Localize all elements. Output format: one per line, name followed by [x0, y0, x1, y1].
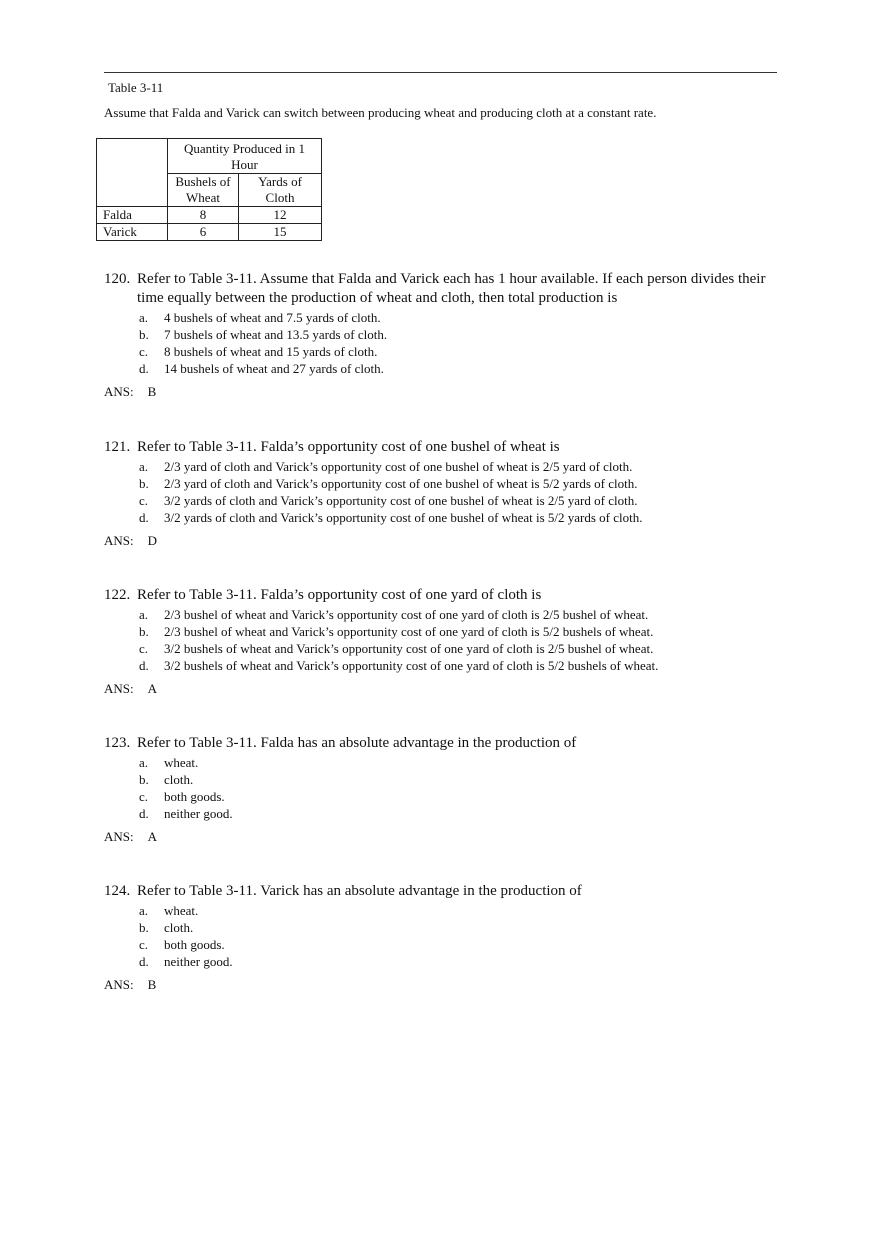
production-table [96, 138, 322, 241]
choice-letter: c. [139, 344, 149, 359]
answer-line [104, 533, 784, 549]
answer-value: A [147, 829, 158, 844]
choice-a [104, 754, 784, 771]
cell-cloth: 15 [239, 224, 322, 241]
choice-text: 2/3 yard of cloth and Varick’s opportunity cost of one bushel of wheat is 2/5 yard of cloth. [164, 459, 633, 474]
table-title: Table 3-11 [108, 80, 164, 95]
question-number: 123. [104, 735, 131, 751]
choice-letter: d. [139, 510, 149, 525]
table-row [97, 207, 322, 224]
cell-wheat: 6 [168, 224, 239, 241]
choice-letter: b. [139, 476, 149, 491]
question-stem: Refer to Table 3-11. Varick has an absolute advantage in the production of [137, 883, 582, 899]
choice-list [104, 309, 784, 377]
answer-value: B [147, 977, 157, 992]
answer-value: B [147, 384, 157, 399]
choice-text: 2/3 bushel of wheat and Varick’s opportunity cost of one yard of cloth is 2/5 bushel of wheat. [164, 607, 649, 622]
question-122 [104, 586, 784, 697]
question-number: 122. [104, 587, 131, 603]
choice-letter: a. [139, 607, 149, 622]
answer-label: ANS: [104, 977, 134, 992]
choice-a [104, 458, 784, 475]
answer-label: ANS: [104, 384, 134, 399]
table-intro: Assume that Falda and Varick can switch between producing wheat and producing cloth at a constant rate. [104, 105, 657, 120]
choice-text: 3/2 yards of cloth and Varick’s opportunity cost of one bushel of wheat is 2/5 yard of cloth. [164, 493, 638, 508]
group-header: Quantity Produced in 1 Hour [168, 139, 322, 174]
choice-letter: c. [139, 937, 149, 952]
choice-letter: a. [139, 755, 149, 770]
choice-letter: d. [139, 806, 149, 821]
answer-line [104, 977, 784, 993]
choice-text: neither good. [164, 954, 233, 969]
choice-b [104, 919, 784, 936]
question-stem: Refer to Table 3-11. Falda’s opportunity cost of one bushel of wheat is [137, 439, 560, 455]
choice-letter: a. [139, 459, 149, 474]
choice-d [104, 953, 784, 970]
choice-b [104, 475, 784, 492]
choice-letter: d. [139, 361, 149, 376]
choice-text: 3/2 yards of cloth and Varick’s opportunity cost of one bushel of wheat is 5/2 yards of cloth. [164, 510, 643, 525]
question-stem: Refer to Table 3-11. Falda has an absolute advantage in the production of [137, 735, 577, 751]
choice-text: 4 bushels of wheat and 7.5 yards of cloth. [164, 310, 381, 325]
choice-list [104, 606, 784, 674]
row-name: Falda [97, 207, 168, 224]
choice-c [104, 492, 784, 509]
choice-letter: b. [139, 624, 149, 639]
table-corner [97, 139, 168, 207]
answer-line [104, 384, 784, 400]
choice-list [104, 902, 784, 970]
choice-d [104, 805, 784, 822]
choice-b [104, 326, 784, 343]
choice-text: 2/3 bushel of wheat and Varick’s opportunity cost of one yard of cloth is 5/2 bushels of wheat. [164, 624, 654, 639]
cell-cloth: 12 [239, 207, 322, 224]
col-header-cloth: Yards of Cloth [239, 174, 322, 207]
choice-text: 2/3 yard of cloth and Varick’s opportunity cost of one bushel of wheat is 5/2 yards of cloth. [164, 476, 638, 491]
choice-a [104, 902, 784, 919]
choice-text: cloth. [164, 920, 194, 935]
question-124 [104, 882, 784, 993]
choice-letter: d. [139, 954, 149, 969]
choice-text: cloth. [164, 772, 194, 787]
choice-text: 3/2 bushels of wheat and Varick’s opportunity cost of one yard of cloth is 2/5 bushel of wheat. [164, 641, 654, 656]
choice-c [104, 936, 784, 953]
choice-letter: a. [139, 310, 149, 325]
col-header-wheat: Bushels of Wheat [168, 174, 239, 207]
choice-letter: b. [139, 327, 149, 342]
choice-letter: a. [139, 903, 149, 918]
answer-label: ANS: [104, 829, 134, 844]
answer-label: ANS: [104, 681, 134, 696]
choice-d [104, 657, 784, 674]
choice-letter: b. [139, 920, 149, 935]
question-number: 120. [104, 271, 131, 287]
choice-text: wheat. [164, 755, 199, 770]
choice-text: both goods. [164, 937, 225, 952]
question-stem: Refer to Table 3-11. Falda’s opportunity cost of one yard of cloth is [137, 587, 542, 603]
question-number: 121. [104, 439, 131, 455]
choice-text: 3/2 bushels of wheat and Varick’s opportunity cost of one yard of cloth is 5/2 bushels of wheat. [164, 658, 659, 673]
choice-text: 7 bushels of wheat and 13.5 yards of cloth. [164, 327, 388, 342]
top-rule [104, 72, 777, 73]
choice-text: 14 bushels of wheat and 27 yards of cloth. [164, 361, 384, 376]
answer-line [104, 829, 784, 845]
choice-b [104, 623, 784, 640]
answer-value: D [147, 533, 158, 548]
question-121 [104, 438, 784, 549]
choice-c [104, 640, 784, 657]
choice-a [104, 606, 784, 623]
choice-letter: b. [139, 772, 149, 787]
answer-value: A [147, 681, 158, 696]
answer-line [104, 681, 784, 697]
table-row [97, 224, 322, 241]
choice-list [104, 754, 784, 822]
choice-letter: c. [139, 493, 149, 508]
question-123 [104, 734, 784, 845]
choice-text: both goods. [164, 789, 225, 804]
choice-d [104, 360, 784, 377]
question-stem: Refer to Table 3-11. Assume that Falda and Varick each has 1 hour available. If each person divides their time equally between the production of wheat and cloth, then total production is [137, 271, 766, 306]
choice-letter: c. [139, 641, 149, 656]
choice-list [104, 458, 784, 526]
choice-text: 8 bushels of wheat and 15 yards of cloth. [164, 344, 378, 359]
choice-c [104, 788, 784, 805]
choice-letter: d. [139, 658, 149, 673]
choice-a [104, 309, 784, 326]
cell-wheat: 8 [168, 207, 239, 224]
question-number: 124. [104, 883, 131, 899]
choice-d [104, 509, 784, 526]
choice-text: wheat. [164, 903, 199, 918]
choice-c [104, 343, 784, 360]
answer-label: ANS: [104, 533, 134, 548]
row-name: Varick [97, 224, 168, 241]
choice-text: neither good. [164, 806, 233, 821]
question-120 [104, 270, 784, 400]
choice-letter: c. [139, 789, 149, 804]
choice-b [104, 771, 784, 788]
